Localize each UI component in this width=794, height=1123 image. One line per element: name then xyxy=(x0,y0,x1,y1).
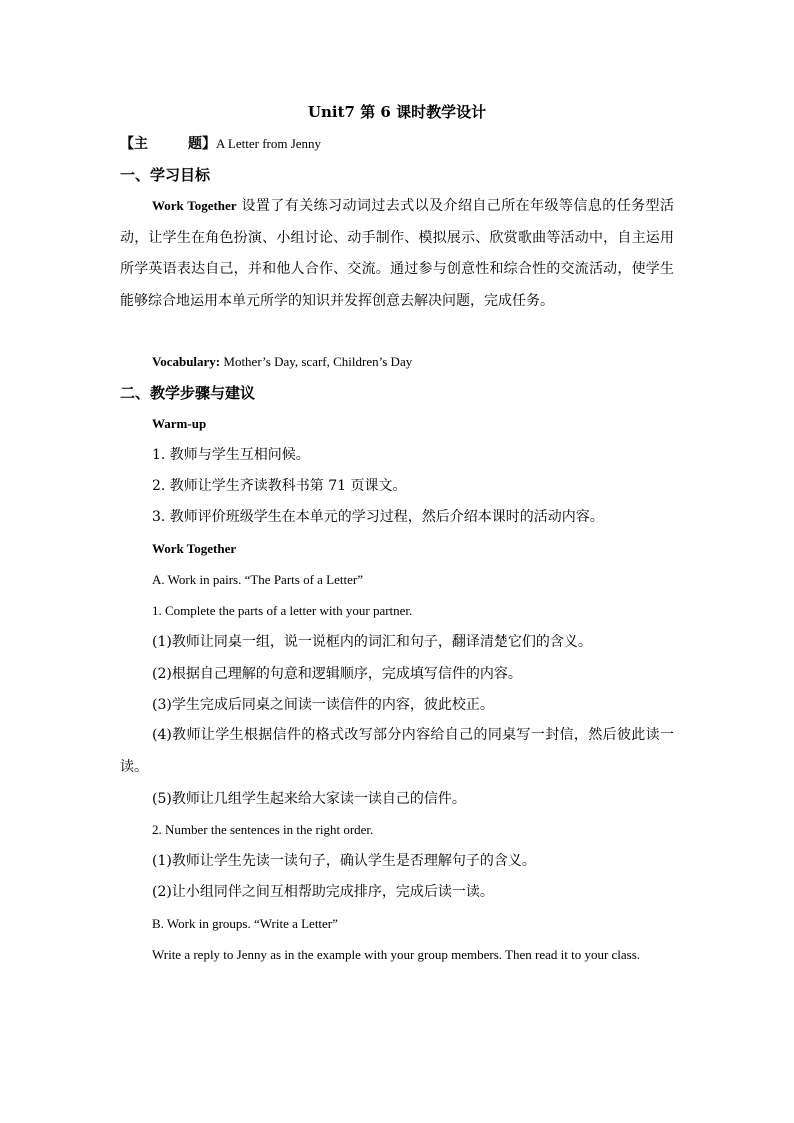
work-a-1-step-1: (1)教师让同桌一组，说一说框内的词汇和句子，翻译清楚它们的含义。 xyxy=(152,634,592,650)
intro-paragraph xyxy=(120,190,674,317)
work-together-heading: Work Together xyxy=(152,541,237,556)
section-heading-steps: 二、教学步骤与建议 xyxy=(120,384,256,402)
vocab-text: Mother’s Day, scarf, Children’s Day xyxy=(220,354,413,369)
work-a-1-step-4: (4)教师让学生根据信件的格式改写部分内容给自己的同桌写一封信，然后彼此读一读。 xyxy=(120,727,674,775)
work-a-2: 2. Number the sentences in the right order. xyxy=(152,822,374,837)
intro-text: 设置了有关练习动词过去式以及介绍自己所在年级等信息的任务型活动，让学生在角色扮演、小组讨论、动手制作、模拟展示、欣赏歌曲等活动中，自主运用所学英语表达自己，并和他人合作、交流。通过参与创意性和综合性的交流活动，使学生能够综合地运用本单元所学的知识并发挥创意去解决问题，完成任务。 xyxy=(120,198,674,309)
page-title: Unit7 第 6 课时教学设计 xyxy=(307,103,487,121)
topic-label-close: 题】 xyxy=(188,136,216,152)
work-a-heading: A. Work in pairs. “The Parts of a Letter” xyxy=(152,572,363,587)
work-a-1: 1. Complete the parts of a letter with your partner. xyxy=(152,603,413,618)
work-a-1-step-5: (5)教师让几组学生起来给大家读一读自己的信件。 xyxy=(152,791,466,807)
work-a-1-step-3: (3)学生完成后同桌之间读一读信件的内容，彼此校正。 xyxy=(152,697,494,713)
vocabulary-line xyxy=(152,351,674,373)
warmup-heading: Warm-up xyxy=(152,416,207,431)
work-a-2-step-2: (2)让小组同伴之间互相帮助完成排序，完成后读一读。 xyxy=(152,884,494,900)
warmup-item-2: 2. 教师让学生齐读教科书第 71 页课文。 xyxy=(152,478,407,494)
warmup-item-3: 3. 教师评价班级学生在本单元的学习过程，然后介绍本课时的活动内容。 xyxy=(152,509,604,525)
work-a-1-step-2: (2)根据自己理解的句意和逻辑顺序，完成填写信件的内容。 xyxy=(152,666,522,682)
topic-label-open: 【主 xyxy=(120,136,148,152)
section-heading-goals: 一、学习目标 xyxy=(120,166,211,184)
work-b-heading: B. Work in groups. “Write a Letter” xyxy=(152,916,338,931)
vocab-label: Vocabulary: xyxy=(152,354,221,369)
work-a-2-step-1: (1)教师让学生先读一读句子，确认学生是否理解句子的含义。 xyxy=(152,853,536,869)
topic-text: A Letter from Jenny xyxy=(216,136,322,151)
intro-bold: Work Together xyxy=(152,198,237,213)
topic-line xyxy=(120,133,674,155)
work-b-text: Write a reply to Jenny as in the example with your group members. Then read it to your class. xyxy=(152,947,641,962)
warmup-item-1: 1. 教师与学生互相问候。 xyxy=(152,447,310,463)
